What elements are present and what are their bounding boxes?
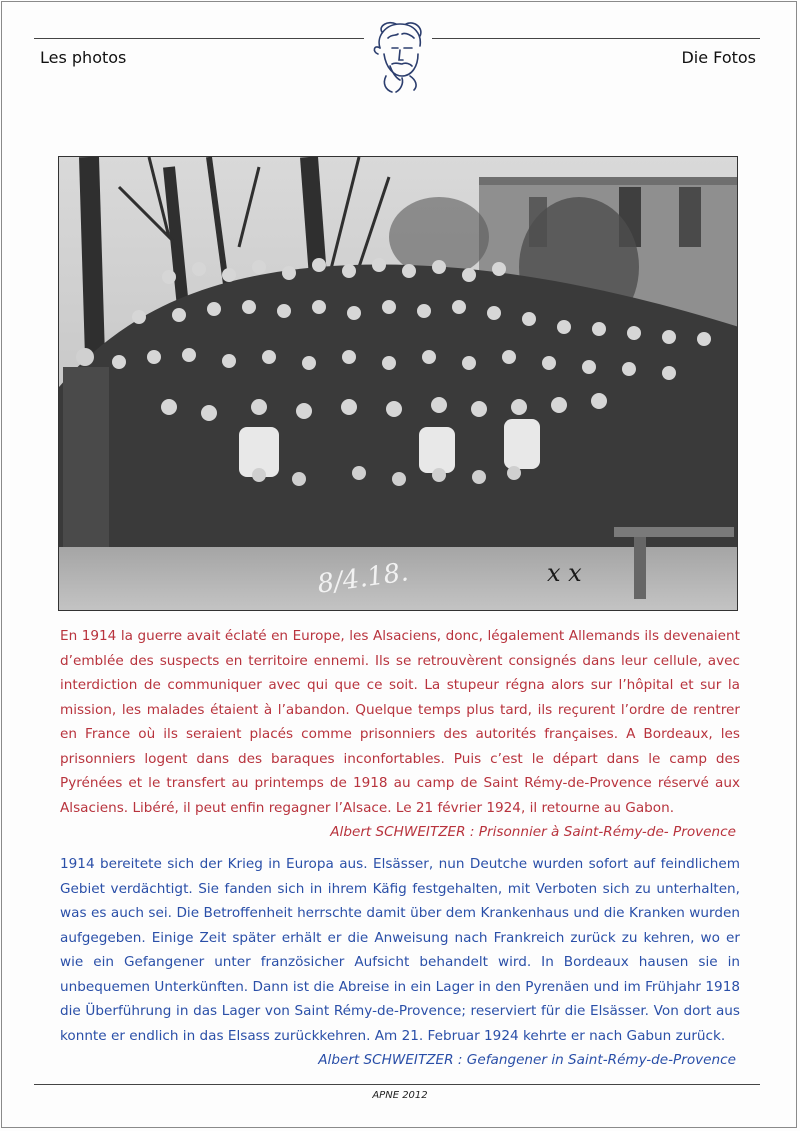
historical-group-photo	[58, 156, 738, 611]
header-rule-left	[34, 38, 364, 39]
photo-date-inscription: 8/4.18.	[315, 557, 411, 600]
german-caption: 1914 bereitete sich der Krieg in Europa aus. Elsässer, nun Deutche wurden sofort auf feindlichem Gebiet verdächtigt. Sie fanden sich in ihrem Käfig festgehalten, mit Verboten sich zu unterhalten, was es auch sei. Die Betroffenheit herrschte damit über dem Krankenhaus und die Kranken wurden aufgegeben. Einige Zeit später erhält er die Anweisung nach Frankreich zurück zu kehren, wo er wie ein Gefangener unter französicher Aufsicht behandelt wird. In Bordeaux hausen sie in unbequemen Unterkünften. Dann ist die Abreise in ein Lager in den Pyrenäen und im Frühjahr 1918 die Überführung in das Lager von Saint Rémy-de-Provence; reserviert für die Elsässer. Von dort aus konnte er endlich in das Elsass zurückkehren. Am 21. Februar 1924 kehrte er nach Gabun zurück.	[60, 856, 740, 1044]
french-caption: En 1914 la guerre avait éclaté en Europe, les Alsaciens, donc, légalement Allemands ils devenaient d’emblée des suspects en territoire ennemi. Ils se retrouvèrent consignés dans leur cellule, avec interdiction de communiquer avec qui que ce soit. La stupeur régna alors sur l’hôpital et sur la mission, les malades étaient à l’abandon. Quelque temps plus tard, ils reçurent l’ordre de rentrer en France où ils seraient placés comme prisonniers des autorités françaises. A Bordeaux, les prisonniers logent dans des baraques inconfortables. Puis c’est le départ dans le camp des Pyrénées et le transfert au printemps de 1918 au camp de Saint Rémy-de-Provence réservé aux Alsaciens. Libéré, il peut enfin regagner l’Alsace. Le 21 février 1924, il retourne au Gabon.	[60, 628, 740, 816]
photo-mark-inscription: x x	[547, 559, 582, 587]
header-title-french: Les photos	[40, 48, 127, 67]
german-attribution: Albert SCHWEITZER : Gefangener in Saint-Rémy-de-Provence	[318, 1052, 736, 1068]
header-rule-right	[432, 38, 760, 39]
footer-rule	[34, 1084, 760, 1085]
header-title-german: Die Fotos	[681, 48, 756, 67]
portrait-logo-icon	[366, 18, 430, 96]
footer-credit: APNE 2012	[372, 1090, 428, 1101]
french-attribution: Albert SCHWEITZER : Prisonnier à Saint-Rémy-de- Provence	[330, 824, 736, 840]
